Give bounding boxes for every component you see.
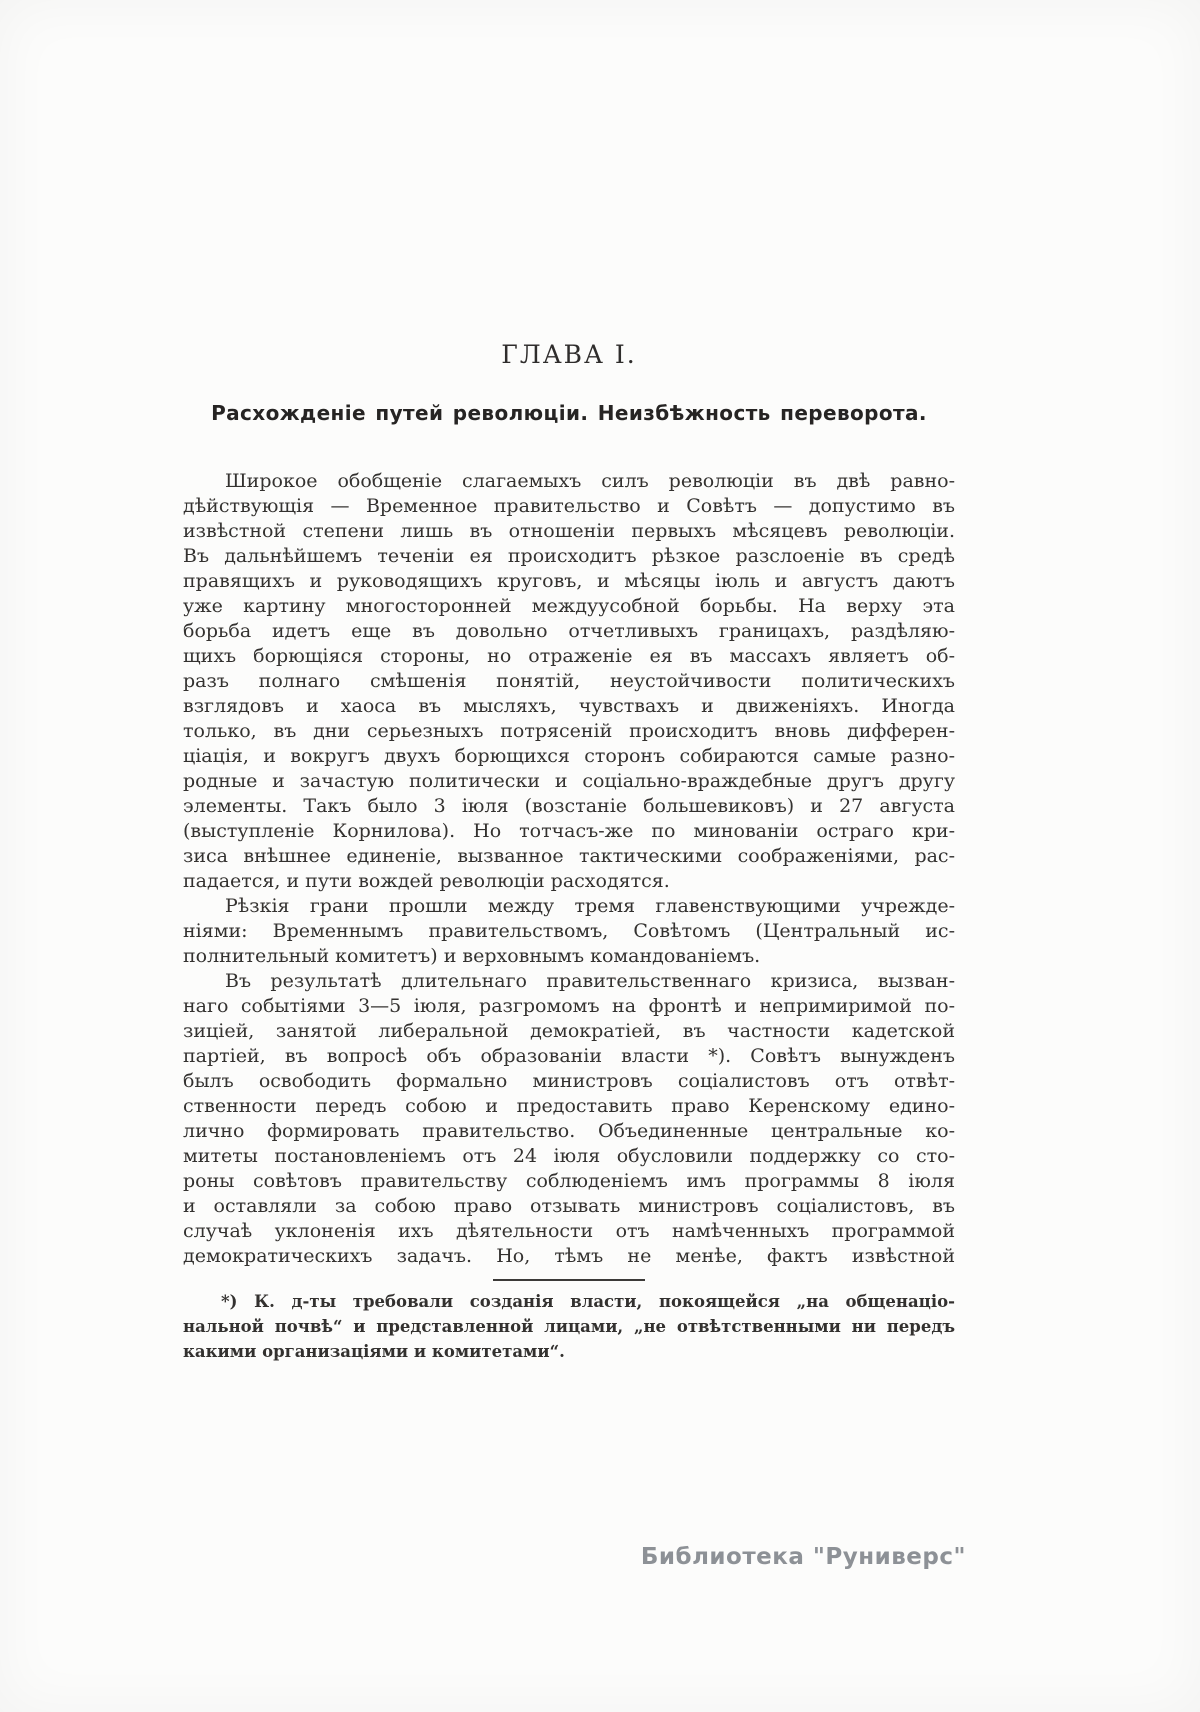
footnote xyxy=(183,1289,955,1364)
text-block xyxy=(183,340,955,1364)
text-line: митеты постановленіемъ отъ 24 іюля обусловили поддержку со сто- xyxy=(183,1145,955,1167)
text-line: ственности передъ собою и предоставить право Керенскому едино- xyxy=(183,1095,955,1117)
text-line: нальной почвѣ“ и представленной лицами, „не отвѣтственными ни передъ xyxy=(183,1317,955,1336)
paragraph xyxy=(183,469,955,894)
text-line: правящихъ и руководящихъ круговъ, и мѣсяцы іюль и августъ даютъ xyxy=(183,570,955,592)
text-line: уже картину многосторонней междуусобной борьбы. На верху эта xyxy=(183,595,955,617)
chapter-heading: ГЛАВА I. xyxy=(501,340,637,369)
paragraph xyxy=(183,894,955,969)
text-line: полнительный комитетъ) и верховнымъ командованіемъ. xyxy=(183,945,761,967)
library-watermark: Библиотека "Руниверс" xyxy=(640,1544,966,1570)
text-line: разъ полнаго смѣшенія понятій, неустойчивости политическихъ xyxy=(183,670,955,692)
text-line: борьба идетъ еще въ довольно отчетливыхъ границахъ, раздѣляю- xyxy=(183,620,955,642)
text-line: элементы. Такъ было 3 іюля (возстаніе большевиковъ) и 27 августа xyxy=(183,795,955,817)
text-line: *) К. д-ты требовали созданія власти, покоящейся „на общенаціо- xyxy=(221,1292,955,1311)
body-text xyxy=(183,469,955,1269)
text-line: зиса внѣшнее единеніе, вызванное тактическими соображеніями, рас- xyxy=(183,845,955,867)
text-line: извѣстной степени лишь въ отношеніи первыхъ мѣсяцевъ революціи. xyxy=(183,520,955,542)
text-line: щихъ борющіяся стороны, но отраженіе ея въ массахъ являетъ об- xyxy=(183,645,955,667)
text-line: случаѣ уклоненія ихъ дѣятельности отъ намѣченныхъ программой xyxy=(183,1220,955,1242)
footnote-divider xyxy=(493,1279,645,1281)
text-line: падается, и пути вождей революціи расходятся. xyxy=(183,870,670,892)
text-line: только, въ дни серьезныхъ потрясеній происходитъ вновь дифферен- xyxy=(183,720,955,742)
chapter-subtitle: Расхожденіе путей революціи. Неизбѣжность переворота. xyxy=(211,401,927,425)
text-line: какими организаціями и комитетами“. xyxy=(183,1342,565,1361)
text-line: былъ освободить формально министровъ соціалистовъ отъ отвѣт- xyxy=(183,1070,955,1092)
text-line: (выступленіе Корнилова). Но тотчасъ-же по минованіи остраго кри- xyxy=(183,820,955,842)
text-line: ніями: Временнымъ правительствомъ, Совѣтомъ (Центральный ис- xyxy=(183,920,955,942)
text-line: Въ дальнѣйшемъ теченіи ея происходитъ рѣзкое разслоеніе въ средѣ xyxy=(183,545,955,567)
text-line: Широкое обобщеніе слагаемыхъ силъ революціи въ двѣ равно- xyxy=(225,470,955,492)
text-line: зиціей, занятой либеральной демократіей, въ частности кадетской xyxy=(183,1020,955,1042)
text-line: ціація, и вокругъ двухъ борющихся сторонъ собираются самые разно- xyxy=(183,745,955,767)
text-line: Въ результатѣ длительнаго правительственнаго кризиса, вызван- xyxy=(225,970,955,992)
text-line: лично формировать правительство. Объединенные центральные ко- xyxy=(183,1120,955,1142)
text-line: партіей, въ вопросѣ объ образованіи власти *). Совѣтъ вынужденъ xyxy=(183,1045,955,1067)
text-line: роны совѣтовъ правительству соблюденіемъ имъ программы 8 іюля xyxy=(183,1170,955,1192)
text-line: родные и зачастую политически и соціально-враждебные другъ другу xyxy=(183,770,955,792)
text-line: дѣйствующія — Временное правительство и Совѣтъ — допустимо въ xyxy=(183,495,955,517)
text-line: наго событіями 3—5 іюля, разгромомъ на фронтѣ и непримиримой по- xyxy=(183,995,955,1017)
text-line: взглядовъ и хаоса въ мысляхъ, чувствахъ и движеніяхъ. Иногда xyxy=(183,695,955,717)
text-line: и оставляли за собою право отзывать министровъ соціалистовъ, въ xyxy=(183,1195,955,1217)
text-line: демократическихъ задачъ. Но, тѣмъ не менѣе, фактъ извѣстной xyxy=(183,1245,955,1267)
text-line: Рѣзкія грани прошли между тремя главенствующими учрежде- xyxy=(225,895,955,917)
paragraph xyxy=(183,969,955,1269)
